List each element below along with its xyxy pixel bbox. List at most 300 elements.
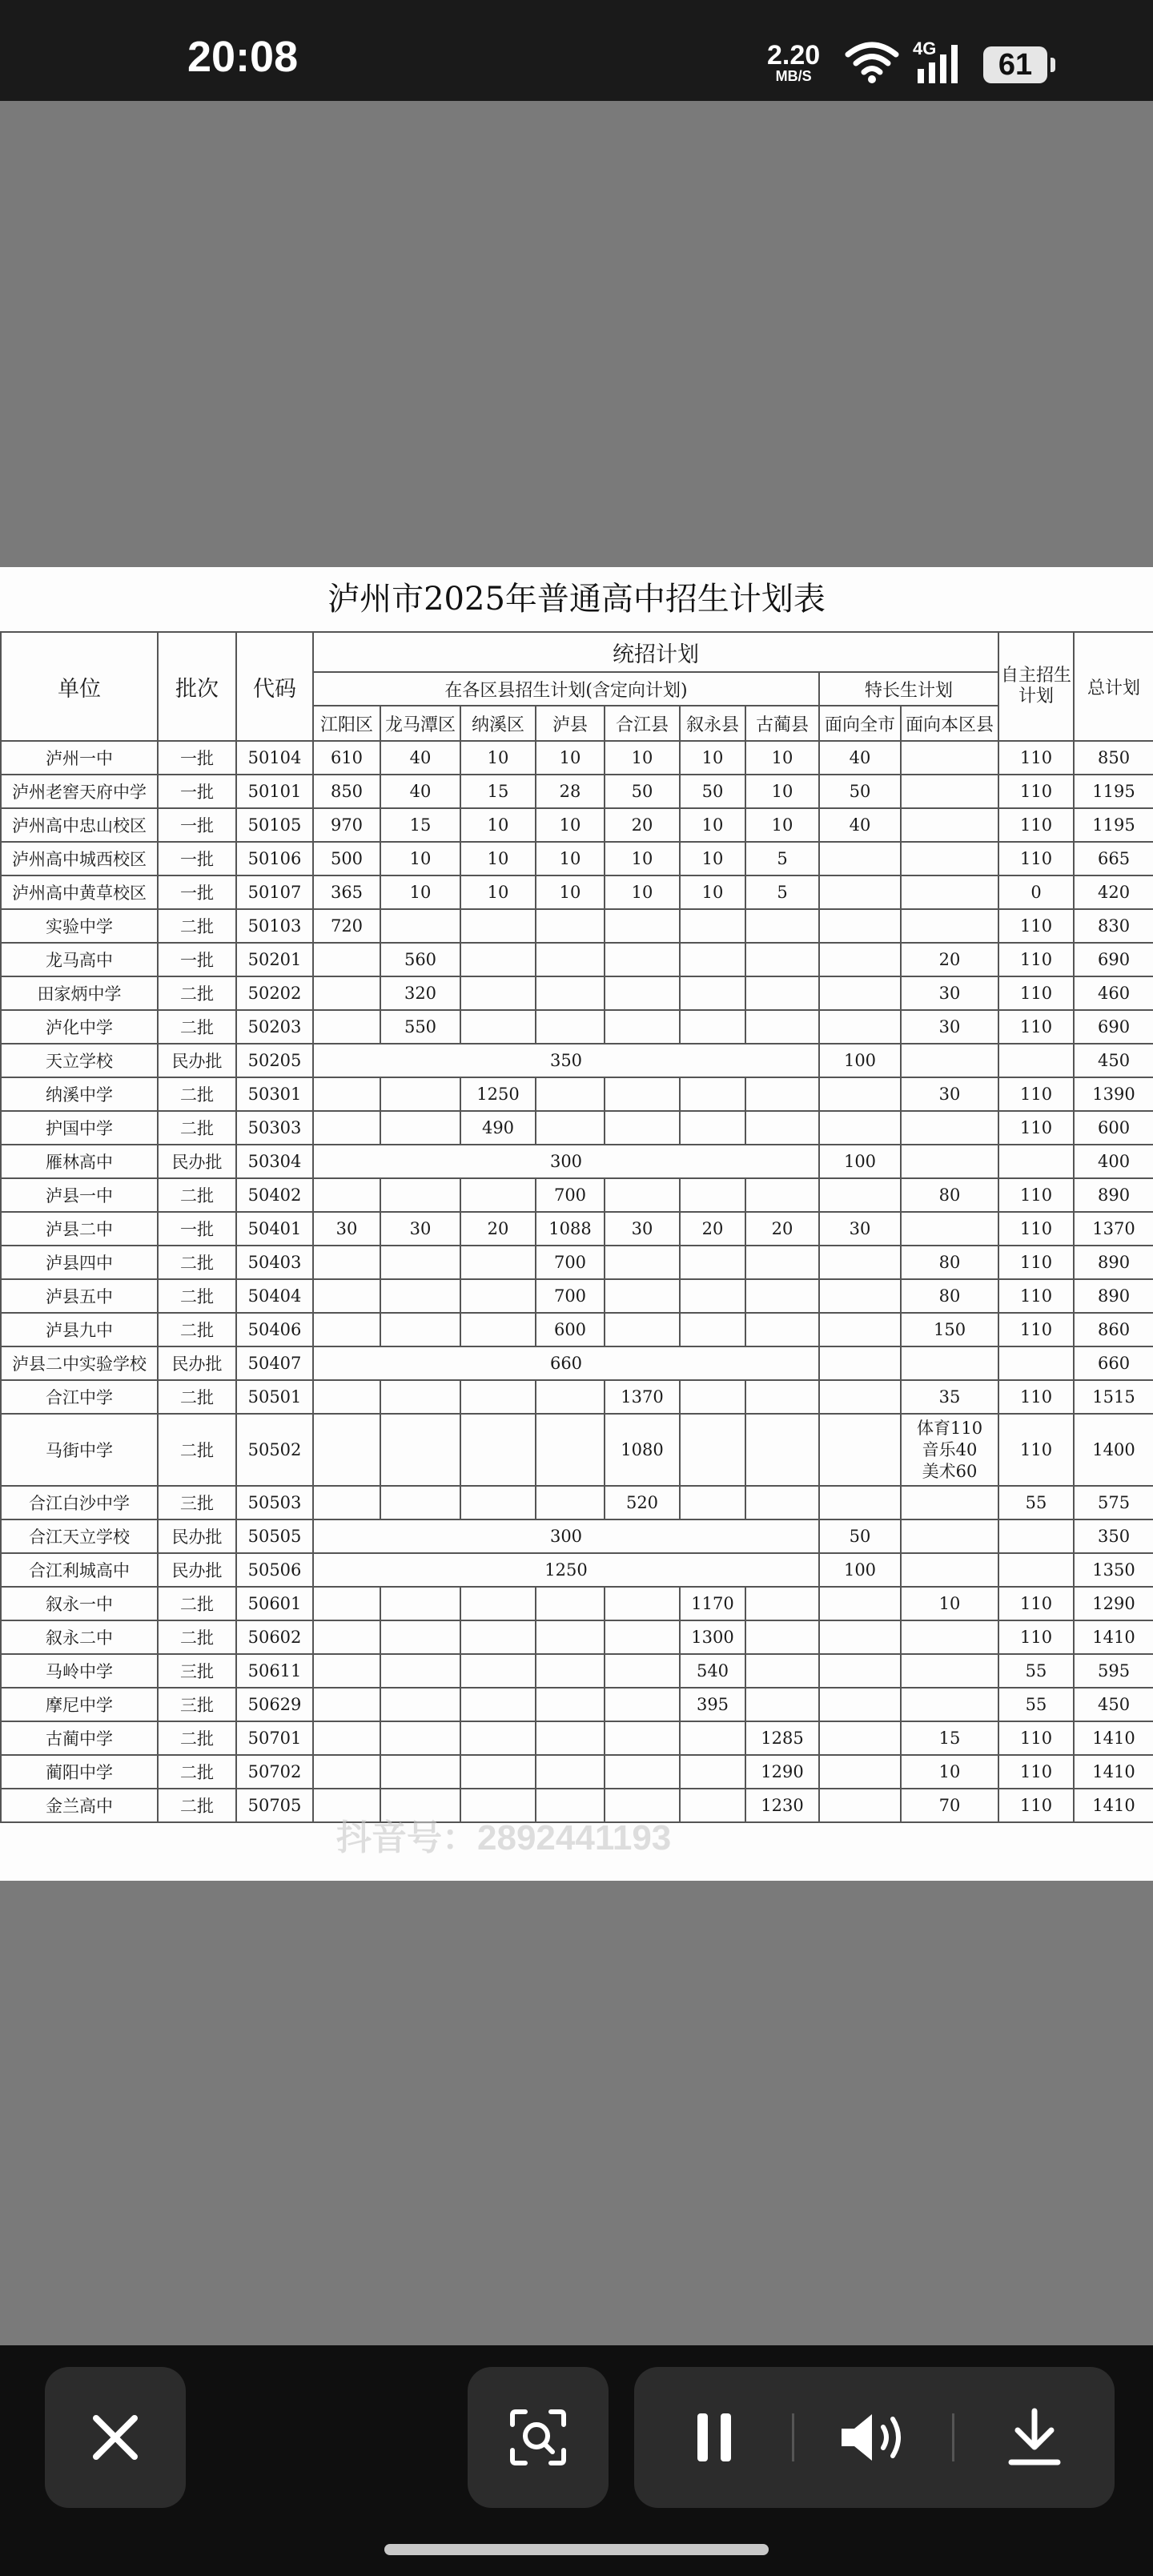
cell-district-gulin: 10 bbox=[745, 741, 819, 775]
cell-specialty-local bbox=[901, 1553, 998, 1587]
cell-self-plan: 110 bbox=[998, 1313, 1074, 1346]
cell-specialty-citywide bbox=[819, 1414, 901, 1486]
cell-district-naxi: 10 bbox=[460, 741, 536, 775]
cell-district-xuyong bbox=[680, 1111, 745, 1145]
cell-total: 890 bbox=[1074, 1246, 1153, 1279]
cell-specialty-local: 10 bbox=[901, 1755, 998, 1789]
cell-unit: 龙马高中 bbox=[1, 943, 158, 976]
cell-unit: 古蔺中学 bbox=[1, 1721, 158, 1755]
cell-batch: 二批 bbox=[158, 1246, 236, 1279]
cell-code: 50406 bbox=[236, 1313, 313, 1346]
cell-batch: 民办批 bbox=[158, 1553, 236, 1587]
cell-specialty-citywide bbox=[819, 1486, 901, 1519]
cell-specialty-citywide bbox=[819, 842, 901, 875]
cell-district-jiangyang bbox=[313, 1486, 380, 1519]
cell-specialty-citywide bbox=[819, 1346, 901, 1380]
cell-code: 50105 bbox=[236, 808, 313, 842]
cell-district-hejiang bbox=[605, 1620, 680, 1654]
cell-batch: 一批 bbox=[158, 875, 236, 909]
cell-specialty-local: 80 bbox=[901, 1246, 998, 1279]
cell-district-jiangyang bbox=[313, 1654, 380, 1688]
cell-unit: 纳溪中学 bbox=[1, 1077, 158, 1111]
cell-self-plan bbox=[998, 1044, 1074, 1077]
cell-specialty-local bbox=[901, 1212, 998, 1246]
cell-self-plan bbox=[998, 1346, 1074, 1380]
cell-district-luxian: 1088 bbox=[536, 1212, 605, 1246]
cell-total: 450 bbox=[1074, 1688, 1153, 1721]
cell-district-xuyong bbox=[680, 1486, 745, 1519]
cell-batch: 二批 bbox=[158, 1587, 236, 1620]
network-type-label: 4G bbox=[913, 38, 937, 58]
cell-unit: 泸县一中 bbox=[1, 1178, 158, 1212]
table-row bbox=[1, 1380, 1153, 1414]
volume-button[interactable] bbox=[794, 2367, 954, 2508]
cell-district-longmatan bbox=[380, 1246, 460, 1279]
cell-district-hejiang bbox=[605, 1721, 680, 1755]
cell-self-plan: 110 bbox=[998, 1077, 1074, 1111]
cell-district-naxi bbox=[460, 943, 536, 976]
cell-district-merged: 660 bbox=[313, 1346, 819, 1380]
cell-specialty-local: 20 bbox=[901, 943, 998, 976]
cell-total: 690 bbox=[1074, 943, 1153, 976]
enrollment-plan-table bbox=[0, 631, 1153, 1823]
table-row bbox=[1, 1587, 1153, 1620]
cell-unit: 雁林高中 bbox=[1, 1145, 158, 1178]
cell-district-xuyong bbox=[680, 1279, 745, 1313]
cell-district-xuyong: 10 bbox=[680, 842, 745, 875]
cell-code: 50401 bbox=[236, 1212, 313, 1246]
cell-specialty-local: 80 bbox=[901, 1178, 998, 1212]
cell-batch: 二批 bbox=[158, 909, 236, 943]
cell-district-naxi bbox=[460, 909, 536, 943]
cell-district-gulin bbox=[745, 1010, 819, 1044]
cell-total: 665 bbox=[1074, 842, 1153, 875]
cell-code: 50705 bbox=[236, 1789, 313, 1822]
cell-unit: 泸县九中 bbox=[1, 1313, 158, 1346]
cell-code: 50503 bbox=[236, 1486, 313, 1519]
cell-specialty-citywide bbox=[819, 1380, 901, 1414]
cell-district-naxi: 10 bbox=[460, 808, 536, 842]
cell-self-plan: 55 bbox=[998, 1654, 1074, 1688]
cell-unit: 合江中学 bbox=[1, 1380, 158, 1414]
cell-district-longmatan: 10 bbox=[380, 842, 460, 875]
cell-district-luxian bbox=[536, 909, 605, 943]
cell-total: 660 bbox=[1074, 1346, 1153, 1380]
cell-district-luxian bbox=[536, 1620, 605, 1654]
cell-self-plan: 110 bbox=[998, 1178, 1074, 1212]
header-code: 代码 bbox=[236, 632, 313, 741]
close-button[interactable] bbox=[45, 2367, 186, 2508]
cell-district-naxi bbox=[460, 1688, 536, 1721]
cell-district-hejiang bbox=[605, 1587, 680, 1620]
table-row bbox=[1, 842, 1153, 875]
cell-code: 50702 bbox=[236, 1755, 313, 1789]
cell-district-hejiang: 1080 bbox=[605, 1414, 680, 1486]
cell-district-xuyong bbox=[680, 909, 745, 943]
cell-batch: 二批 bbox=[158, 1279, 236, 1313]
cell-total: 1195 bbox=[1074, 808, 1153, 842]
cell-batch: 二批 bbox=[158, 1010, 236, 1044]
cell-code: 50106 bbox=[236, 842, 313, 875]
cell-district-longmatan bbox=[380, 1178, 460, 1212]
cell-total: 860 bbox=[1074, 1313, 1153, 1346]
cell-specialty-citywide bbox=[819, 1313, 901, 1346]
cell-district-naxi: 15 bbox=[460, 775, 536, 808]
table-body bbox=[1, 741, 1153, 1822]
cell-district-hejiang: 10 bbox=[605, 842, 680, 875]
cell-district-gulin bbox=[745, 909, 819, 943]
header-district-naxi: 纳溪区 bbox=[460, 706, 536, 741]
cell-specialty-local bbox=[901, 875, 998, 909]
cell-district-longmatan: 560 bbox=[380, 943, 460, 976]
image-search-icon bbox=[508, 2407, 568, 2468]
cell-district-longmatan: 40 bbox=[380, 741, 460, 775]
cell-code: 50505 bbox=[236, 1519, 313, 1553]
cell-district-longmatan bbox=[380, 1414, 460, 1486]
cell-code: 50205 bbox=[236, 1044, 313, 1077]
cell-district-naxi bbox=[460, 1587, 536, 1620]
cell-district-longmatan: 320 bbox=[380, 976, 460, 1010]
cell-batch: 一批 bbox=[158, 842, 236, 875]
pause-button[interactable] bbox=[634, 2367, 794, 2508]
cell-district-naxi bbox=[460, 1313, 536, 1346]
cell-code: 50602 bbox=[236, 1620, 313, 1654]
cell-specialty-local: 30 bbox=[901, 1010, 998, 1044]
cell-unit: 合江天立学校 bbox=[1, 1519, 158, 1553]
cell-code: 50407 bbox=[236, 1346, 313, 1380]
cell-district-hejiang bbox=[605, 1654, 680, 1688]
cell-district-gulin bbox=[745, 1246, 819, 1279]
cell-batch: 二批 bbox=[158, 1620, 236, 1654]
cell-district-luxian bbox=[536, 1111, 605, 1145]
cell-district-longmatan bbox=[380, 1688, 460, 1721]
cell-specialty-local: 80 bbox=[901, 1279, 998, 1313]
cell-district-gulin bbox=[745, 976, 819, 1010]
header-district-jiangyang: 江阳区 bbox=[313, 706, 380, 741]
cell-district-hejiang: 520 bbox=[605, 1486, 680, 1519]
cell-district-merged: 300 bbox=[313, 1519, 819, 1553]
table-row bbox=[1, 1519, 1153, 1553]
cell-self-plan: 110 bbox=[998, 976, 1074, 1010]
cell-specialty-local bbox=[901, 808, 998, 842]
cell-batch: 二批 bbox=[158, 1077, 236, 1111]
cell-district-naxi bbox=[460, 1620, 536, 1654]
cell-total: 460 bbox=[1074, 976, 1153, 1010]
battery-indicator: 61 bbox=[983, 46, 1047, 83]
cell-district-gulin: 1290 bbox=[745, 1755, 819, 1789]
cell-district-luxian bbox=[536, 1486, 605, 1519]
cell-total: 850 bbox=[1074, 741, 1153, 775]
cell-district-longmatan: 10 bbox=[380, 875, 460, 909]
cell-district-xuyong: 10 bbox=[680, 741, 745, 775]
cell-district-gulin: 1285 bbox=[745, 1721, 819, 1755]
cell-unit: 泸州高中城西校区 bbox=[1, 842, 158, 875]
cell-district-gulin bbox=[745, 1620, 819, 1654]
cell-district-luxian: 700 bbox=[536, 1246, 605, 1279]
cell-unit: 泸化中学 bbox=[1, 1010, 158, 1044]
cell-total: 450 bbox=[1074, 1044, 1153, 1077]
network-speed bbox=[767, 42, 820, 83]
cell-specialty-citywide bbox=[819, 976, 901, 1010]
cell-self-plan: 110 bbox=[998, 1380, 1074, 1414]
download-button[interactable] bbox=[954, 2367, 1115, 2508]
cell-specialty-citywide bbox=[819, 1654, 901, 1688]
specialty-item: 美术60 bbox=[922, 1461, 978, 1481]
cell-district-jiangyang bbox=[313, 1414, 380, 1486]
cell-district-xuyong: 20 bbox=[680, 1212, 745, 1246]
cell-district-longmatan bbox=[380, 1755, 460, 1789]
cell-code: 50202 bbox=[236, 976, 313, 1010]
cell-total: 1410 bbox=[1074, 1721, 1153, 1755]
cell-district-jiangyang bbox=[313, 1077, 380, 1111]
cell-specialty-local: 35 bbox=[901, 1380, 998, 1414]
cell-district-gulin: 20 bbox=[745, 1212, 819, 1246]
cell-code: 50107 bbox=[236, 875, 313, 909]
cell-district-luxian: 10 bbox=[536, 808, 605, 842]
table-row bbox=[1, 1077, 1153, 1111]
cell-district-naxi bbox=[460, 1010, 536, 1044]
volume-icon bbox=[838, 2409, 910, 2465]
cell-unit: 摩尼中学 bbox=[1, 1688, 158, 1721]
cell-district-jiangyang bbox=[313, 1010, 380, 1044]
cell-district-luxian: 10 bbox=[536, 741, 605, 775]
cell-district-luxian bbox=[536, 1077, 605, 1111]
cell-total: 575 bbox=[1074, 1486, 1153, 1519]
cell-unit: 泸州高中黄草校区 bbox=[1, 875, 158, 909]
cell-unit: 蔺阳中学 bbox=[1, 1755, 158, 1789]
cell-district-jiangyang bbox=[313, 1688, 380, 1721]
cell-specialty-citywide bbox=[819, 1755, 901, 1789]
cell-code: 50601 bbox=[236, 1587, 313, 1620]
cell-unit: 叙永一中 bbox=[1, 1587, 158, 1620]
cell-self-plan: 110 bbox=[998, 909, 1074, 943]
cell-self-plan: 110 bbox=[998, 1414, 1074, 1486]
cell-specialty-citywide bbox=[819, 1789, 901, 1822]
header-district-luxian: 泸县 bbox=[536, 706, 605, 741]
cell-district-jiangyang bbox=[313, 1620, 380, 1654]
cell-self-plan: 110 bbox=[998, 1279, 1074, 1313]
cell-self-plan: 55 bbox=[998, 1688, 1074, 1721]
table-row bbox=[1, 976, 1153, 1010]
cell-code: 50103 bbox=[236, 909, 313, 943]
cell-unit: 天立学校 bbox=[1, 1044, 158, 1077]
cell-total: 400 bbox=[1074, 1145, 1153, 1178]
header-batch: 批次 bbox=[158, 632, 236, 741]
cell-batch: 民办批 bbox=[158, 1044, 236, 1077]
table-row bbox=[1, 775, 1153, 808]
cell-batch: 二批 bbox=[158, 1380, 236, 1414]
cell-district-hejiang: 30 bbox=[605, 1212, 680, 1246]
cell-batch: 二批 bbox=[158, 1313, 236, 1346]
table-row bbox=[1, 909, 1153, 943]
table-row bbox=[1, 1212, 1153, 1246]
cell-district-gulin bbox=[745, 1178, 819, 1212]
cell-district-jiangyang: 720 bbox=[313, 909, 380, 943]
cell-batch: 一批 bbox=[158, 943, 236, 976]
cell-specialty-citywide bbox=[819, 875, 901, 909]
cell-specialty-citywide bbox=[819, 1178, 901, 1212]
cell-district-gulin: 10 bbox=[745, 775, 819, 808]
specialty-item: 体育110 bbox=[916, 1418, 983, 1438]
cell-district-hejiang bbox=[605, 943, 680, 976]
cell-district-naxi bbox=[460, 1721, 536, 1755]
cell-total: 890 bbox=[1074, 1279, 1153, 1313]
cell-self-plan: 110 bbox=[998, 1246, 1074, 1279]
cell-specialty-local bbox=[901, 1688, 998, 1721]
status-time: 20:08 bbox=[187, 33, 299, 81]
cell-batch: 二批 bbox=[158, 1111, 236, 1145]
cell-district-merged: 300 bbox=[313, 1145, 819, 1178]
cell-code: 50304 bbox=[236, 1145, 313, 1178]
cell-total: 1515 bbox=[1074, 1380, 1153, 1414]
cell-batch: 二批 bbox=[158, 1789, 236, 1822]
home-indicator[interactable] bbox=[384, 2544, 769, 2555]
cell-district-longmatan bbox=[380, 1313, 460, 1346]
image-search-button[interactable] bbox=[468, 2367, 609, 2508]
header-unified-plan: 统招计划 bbox=[313, 632, 998, 672]
cell-district-xuyong: 10 bbox=[680, 875, 745, 909]
table-row bbox=[1, 1721, 1153, 1755]
cell-district-jiangyang bbox=[313, 1178, 380, 1212]
cell-batch: 三批 bbox=[158, 1486, 236, 1519]
cell-total: 595 bbox=[1074, 1654, 1153, 1688]
cell-self-plan: 110 bbox=[998, 842, 1074, 875]
cell-code: 50201 bbox=[236, 943, 313, 976]
cell-district-hejiang bbox=[605, 1246, 680, 1279]
cell-self-plan: 110 bbox=[998, 943, 1074, 976]
table-row bbox=[1, 1279, 1153, 1313]
table-row bbox=[1, 1178, 1153, 1212]
cell-self-plan: 110 bbox=[998, 1789, 1074, 1822]
table-row bbox=[1, 1346, 1153, 1380]
cell-total: 1410 bbox=[1074, 1620, 1153, 1654]
table-row bbox=[1, 1246, 1153, 1279]
cell-code: 50303 bbox=[236, 1111, 313, 1145]
cell-unit: 泸州一中 bbox=[1, 741, 158, 775]
cell-district-jiangyang: 610 bbox=[313, 741, 380, 775]
cell-district-naxi: 1250 bbox=[460, 1077, 536, 1111]
cell-specialty-local bbox=[901, 1145, 998, 1178]
cell-code: 50629 bbox=[236, 1688, 313, 1721]
cell-district-xuyong bbox=[680, 1313, 745, 1346]
cell-district-xuyong bbox=[680, 1010, 745, 1044]
cell-district-luxian: 600 bbox=[536, 1313, 605, 1346]
header-specialty-plan: 特长生计划 bbox=[819, 672, 998, 706]
cell-district-hejiang: 10 bbox=[605, 741, 680, 775]
cell-batch: 民办批 bbox=[158, 1145, 236, 1178]
cell-district-luxian: 10 bbox=[536, 842, 605, 875]
table-row bbox=[1, 1486, 1153, 1519]
cell-total: 1350 bbox=[1074, 1553, 1153, 1587]
cell-self-plan: 110 bbox=[998, 1755, 1074, 1789]
network-speed-unit: MB/S bbox=[775, 68, 812, 84]
cell-batch: 民办批 bbox=[158, 1346, 236, 1380]
cell-district-longmatan bbox=[380, 1111, 460, 1145]
cell-batch: 二批 bbox=[158, 976, 236, 1010]
cell-district-naxi bbox=[460, 1380, 536, 1414]
network-speed-value: 2.20 bbox=[767, 40, 821, 70]
cell-district-luxian bbox=[536, 976, 605, 1010]
cell-specialty-local bbox=[901, 1044, 998, 1077]
cell-district-gulin bbox=[745, 1111, 819, 1145]
cell-district-jiangyang: 850 bbox=[313, 775, 380, 808]
cell-unit: 泸县四中 bbox=[1, 1246, 158, 1279]
header-specialty-local: 面向本区县 bbox=[901, 706, 998, 741]
cell-unit: 护国中学 bbox=[1, 1111, 158, 1145]
cell-unit: 合江利城高中 bbox=[1, 1553, 158, 1587]
table-row bbox=[1, 808, 1153, 842]
cell-specialty-citywide: 100 bbox=[819, 1044, 901, 1077]
cell-total: 420 bbox=[1074, 875, 1153, 909]
cell-district-xuyong: 10 bbox=[680, 808, 745, 842]
cell-total: 1410 bbox=[1074, 1789, 1153, 1822]
table-row bbox=[1, 943, 1153, 976]
cell-total: 890 bbox=[1074, 1178, 1153, 1212]
cell-self-plan: 110 bbox=[998, 1010, 1074, 1044]
cell-total: 1400 bbox=[1074, 1414, 1153, 1486]
cell-district-gulin bbox=[745, 1587, 819, 1620]
cell-specialty-citywide: 100 bbox=[819, 1145, 901, 1178]
bottom-toolbar bbox=[0, 2345, 1153, 2576]
cell-code: 50404 bbox=[236, 1279, 313, 1313]
cell-self-plan bbox=[998, 1553, 1074, 1587]
cell-self-plan: 110 bbox=[998, 741, 1074, 775]
cell-district-luxian bbox=[536, 1010, 605, 1044]
header-specialty-citywide: 面向全市 bbox=[819, 706, 901, 741]
cell-district-jiangyang bbox=[313, 1380, 380, 1414]
cell-batch: 一批 bbox=[158, 1212, 236, 1246]
cell-district-longmatan: 550 bbox=[380, 1010, 460, 1044]
cell-specialty-citywide: 40 bbox=[819, 741, 901, 775]
cell-district-naxi bbox=[460, 1414, 536, 1486]
cell-specialty-citywide bbox=[819, 1721, 901, 1755]
enrollment-plan-document bbox=[0, 567, 1153, 1881]
cell-district-longmatan bbox=[380, 1620, 460, 1654]
cell-district-xuyong bbox=[680, 1414, 745, 1486]
cell-batch: 二批 bbox=[158, 1721, 236, 1755]
table-row bbox=[1, 1654, 1153, 1688]
cell-district-longmatan bbox=[380, 1587, 460, 1620]
table-row bbox=[1, 1553, 1153, 1587]
cell-specialty-citywide: 30 bbox=[819, 1212, 901, 1246]
header-self-plan: 自主招生计划 bbox=[998, 632, 1074, 741]
cell-district-xuyong bbox=[680, 1077, 745, 1111]
cell-district-hejiang bbox=[605, 909, 680, 943]
cell-district-hejiang: 1370 bbox=[605, 1380, 680, 1414]
cell-district-luxian bbox=[536, 1414, 605, 1486]
cell-district-jiangyang: 500 bbox=[313, 842, 380, 875]
cell-total: 1410 bbox=[1074, 1755, 1153, 1789]
cell-batch: 一批 bbox=[158, 775, 236, 808]
table-row bbox=[1, 1044, 1153, 1077]
cell-district-xuyong bbox=[680, 1721, 745, 1755]
cell-district-jiangyang: 970 bbox=[313, 808, 380, 842]
cell-specialty-local: 30 bbox=[901, 976, 998, 1010]
cell-district-longmatan bbox=[380, 1654, 460, 1688]
cell-district-hejiang bbox=[605, 1077, 680, 1111]
cell-district-naxi: 10 bbox=[460, 842, 536, 875]
cell-batch: 二批 bbox=[158, 1755, 236, 1789]
cell-code: 50506 bbox=[236, 1553, 313, 1587]
cell-district-xuyong: 395 bbox=[680, 1688, 745, 1721]
cell-district-hejiang bbox=[605, 1178, 680, 1212]
cell-batch: 一批 bbox=[158, 808, 236, 842]
cell-specialty-local bbox=[901, 1620, 998, 1654]
cell-self-plan: 110 bbox=[998, 1620, 1074, 1654]
cell-district-longmatan bbox=[380, 1721, 460, 1755]
cell-specialty-local bbox=[901, 741, 998, 775]
cell-batch: 三批 bbox=[158, 1688, 236, 1721]
